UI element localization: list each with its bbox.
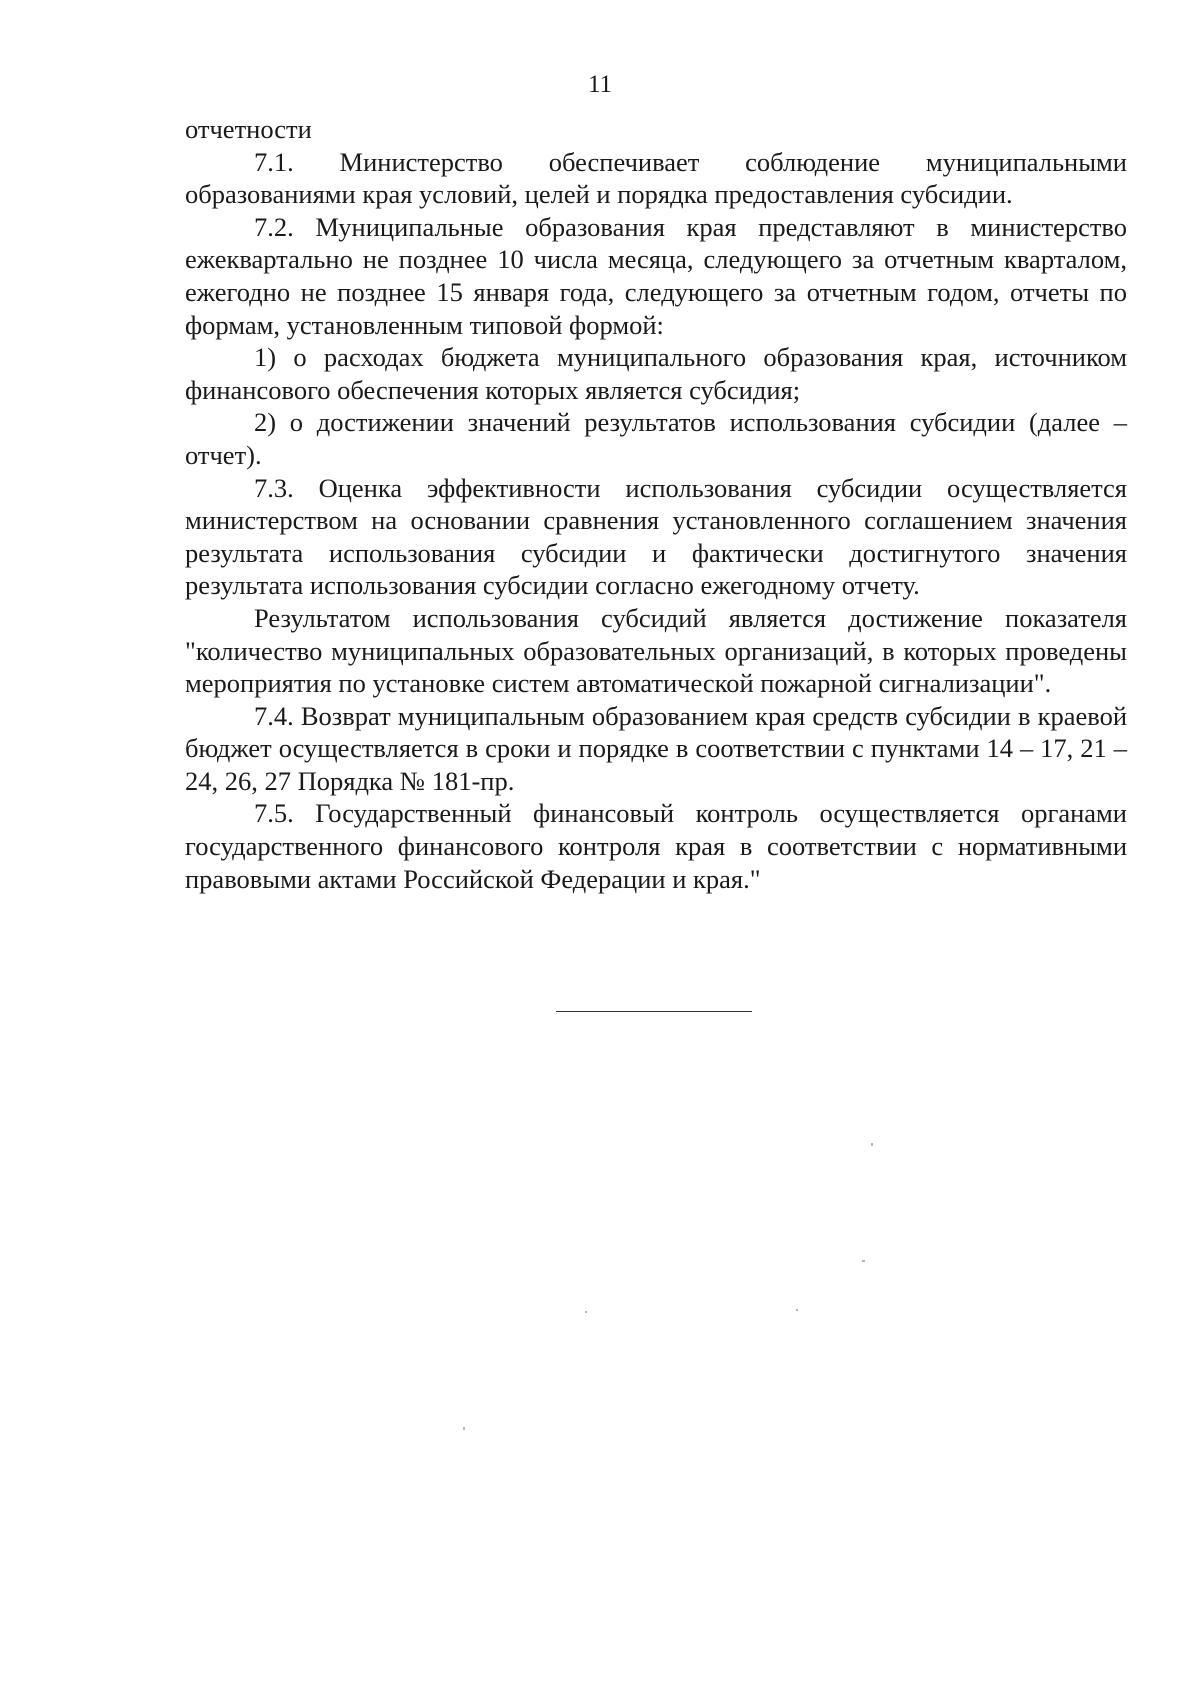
paragraph-7-3: 7.3. Оценка эффективности использования субсидии осуществляется министерством на основании сравнения установленного соглашением значения результата использования субсидии и фактически достигнутого значения результата использования субсидии согласно ежегодному отчету. [185, 472, 1127, 601]
end-separator-line [556, 1011, 752, 1012]
paragraph-7-3-result: Результатом использования субсидий является достижение показателя "количество муниципальных образовательных организаций, в которых проведены мероприятия по установке систем автоматической пожарной сигнализации". [185, 602, 1127, 699]
scan-speck [796, 1309, 798, 1311]
paragraph-7-2: 7.2. Муниципальные образования края представляют в министерство ежеквартально не позднее 10 числа месяца, следующего за отчетным кварталом, ежегодно не позднее 15 января года, следующего за отчетным годом, отчеты по формам, установленным типовой формой: [185, 211, 1127, 340]
scan-speck [871, 1143, 873, 1146]
page-number: 11 [587, 71, 613, 98]
paragraph-7-2-item-2: 2) о достижении значений результатов использования субсидии (далее – отчет). [185, 407, 1127, 470]
scan-speck [463, 1427, 465, 1430]
document-body [185, 113, 1127, 895]
scan-speck [585, 1311, 587, 1313]
paragraph-7-4: 7.4. Возврат муниципальным образованием края средств субсидии в краевой бюджет осуществляется в сроки и порядке в соответствии с пунктами 14 – 17, 21 – 24, 26, 27 Порядка № 181-пр. [185, 700, 1127, 796]
paragraph-7-2-item-1: 1) о расходах бюджета муниципального образования края, источником финансового обеспечения которых является субсидия; [185, 342, 1127, 405]
paragraph-7-1: 7.1. Министерство обеспечивает соблюдение муниципальными образованиями края условий, целей и порядка предоставления субсидии. [185, 146, 1127, 210]
scan-speck [862, 1260, 865, 1262]
paragraph-continuation: отчетности [185, 114, 312, 144]
paragraph-7-5: 7.5. Государственный финансовый контроль осуществляется органами государственного финансового контроля края в соответствии с нормативными правовыми актами Российской Федерации и края." [185, 798, 1127, 894]
